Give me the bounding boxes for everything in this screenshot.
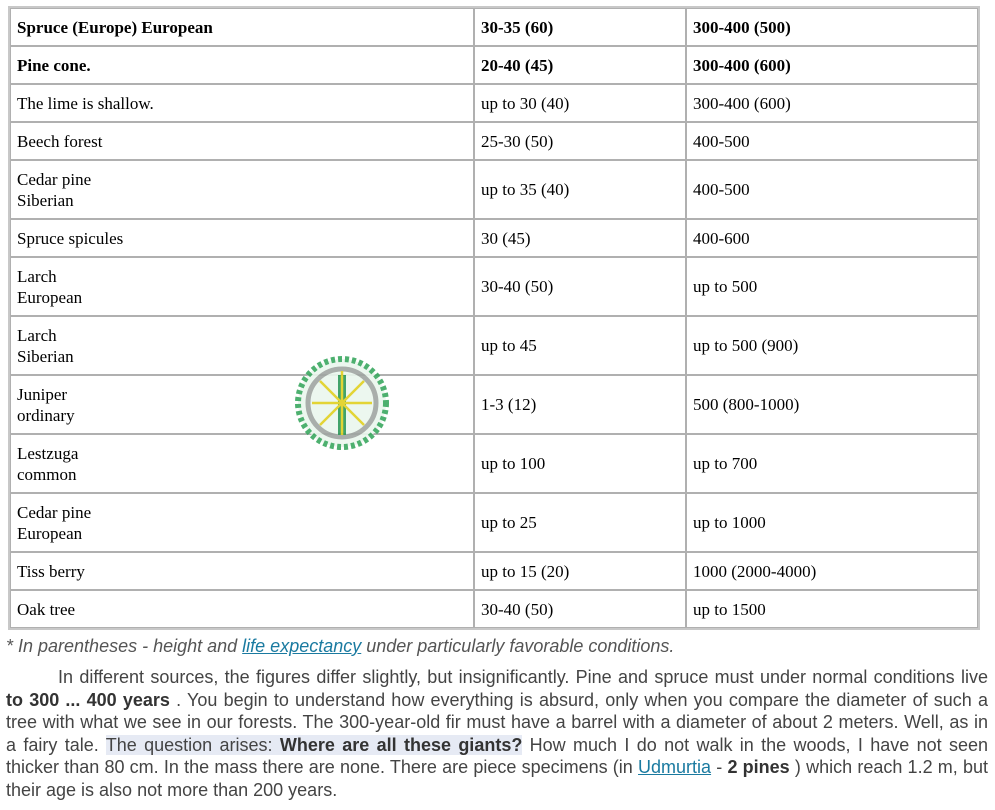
footnote: * In parentheses - height and life expectancy under particularly favorable conditions. xyxy=(6,636,675,656)
tree-name-cell: Spruce (Europe) European xyxy=(10,8,474,46)
udmurtia-link[interactable]: Udmurtia xyxy=(638,757,712,778)
tree-name-cell: Tiss berry xyxy=(10,552,474,590)
body-paragraph: In different sources, the figures differ slightly, but insignificantly. Pine and spruce must under normal conditions live to 300 ... 400 years . You begin to understand how everything is absurd, only when you compare the diameter of such a tree with what we see in our forests. The 300-year-old fir must have a barrel with a diameter of about 2 meters. Well, as in a fairy tale. The question arises: Where are all these giants? How much I do not walk in the woods, I have not seen thicker than 80 cm. In the mass there are none. There are piece specimens (in Udmurtia - 2 pines ) which reach 1.2 m, but their age is also not more than 200 years. xyxy=(6,667,989,800)
table-row xyxy=(10,84,978,122)
tree-name-cell: Larch European xyxy=(10,257,474,316)
table-row xyxy=(10,46,978,84)
height-cell: 30-40 (50) xyxy=(474,590,686,628)
tree-name-cell: The lime is shallow. xyxy=(10,84,474,122)
life-expectancy-cell: up to 1500 xyxy=(686,590,978,628)
tree-name-cell: Oak tree xyxy=(10,590,474,628)
height-cell: 20-40 (45) xyxy=(474,46,686,84)
height-cell: 30-40 (50) xyxy=(474,257,686,316)
life-expectancy-cell: 400-500 xyxy=(686,160,978,219)
height-cell: 1-3 (12) xyxy=(474,375,686,434)
table-row xyxy=(10,493,978,552)
height-cell: up to 100 xyxy=(474,434,686,493)
table-row xyxy=(10,219,978,257)
life-expectancy-cell: 400-600 xyxy=(686,219,978,257)
tree-name-cell: Spruce spicules xyxy=(10,219,474,257)
table-row xyxy=(10,257,978,316)
height-cell: up to 15 (20) xyxy=(474,552,686,590)
life-expectancy-cell: 1000 (2000-4000) xyxy=(686,552,978,590)
height-cell: 30-35 (60) xyxy=(474,8,686,46)
life-expectancy-cell: up to 500 (900) xyxy=(686,316,978,375)
tree-lifespan-table xyxy=(8,6,980,630)
highlighted-question: The question arises: Where are all these giants? xyxy=(105,734,523,755)
table-row xyxy=(10,8,978,46)
life-expectancy-cell: 300-400 (500) xyxy=(686,8,978,46)
life-expectancy-link[interactable]: life expectancy xyxy=(242,636,362,656)
life-expectancy-cell: 300-400 (600) xyxy=(686,84,978,122)
height-cell: 30 (45) xyxy=(474,219,686,257)
tree-name-cell: Lestzuga common xyxy=(10,434,474,493)
tree-name-cell: Pine cone. xyxy=(10,46,474,84)
tree-name-cell: Cedar pine European xyxy=(10,493,474,552)
height-cell: up to 30 (40) xyxy=(474,84,686,122)
life-expectancy-cell: 400-500 xyxy=(686,122,978,160)
height-cell: up to 45 xyxy=(474,316,686,375)
tree-name-cell: Juniper ordinary xyxy=(10,375,474,434)
table-row xyxy=(10,590,978,628)
life-expectancy-cell: 500 (800-1000) xyxy=(686,375,978,434)
life-expectancy-cell: up to 700 xyxy=(686,434,978,493)
table-row xyxy=(10,122,978,160)
height-cell: 25-30 (50) xyxy=(474,122,686,160)
table-row xyxy=(10,552,978,590)
table-row xyxy=(10,375,978,434)
watermark-logo xyxy=(290,355,394,451)
life-expectancy-cell: 300-400 (600) xyxy=(686,46,978,84)
height-cell: up to 25 xyxy=(474,493,686,552)
tree-name-cell: Cedar pine Siberian xyxy=(10,160,474,219)
life-expectancy-cell: up to 500 xyxy=(686,257,978,316)
table-row xyxy=(10,434,978,493)
life-expectancy-cell: up to 1000 xyxy=(686,493,978,552)
table-row xyxy=(10,316,978,375)
height-cell: up to 35 (40) xyxy=(474,160,686,219)
table-row xyxy=(10,160,978,219)
tree-name-cell: Beech forest xyxy=(10,122,474,160)
tree-name-cell: Larch Siberian xyxy=(10,316,474,375)
